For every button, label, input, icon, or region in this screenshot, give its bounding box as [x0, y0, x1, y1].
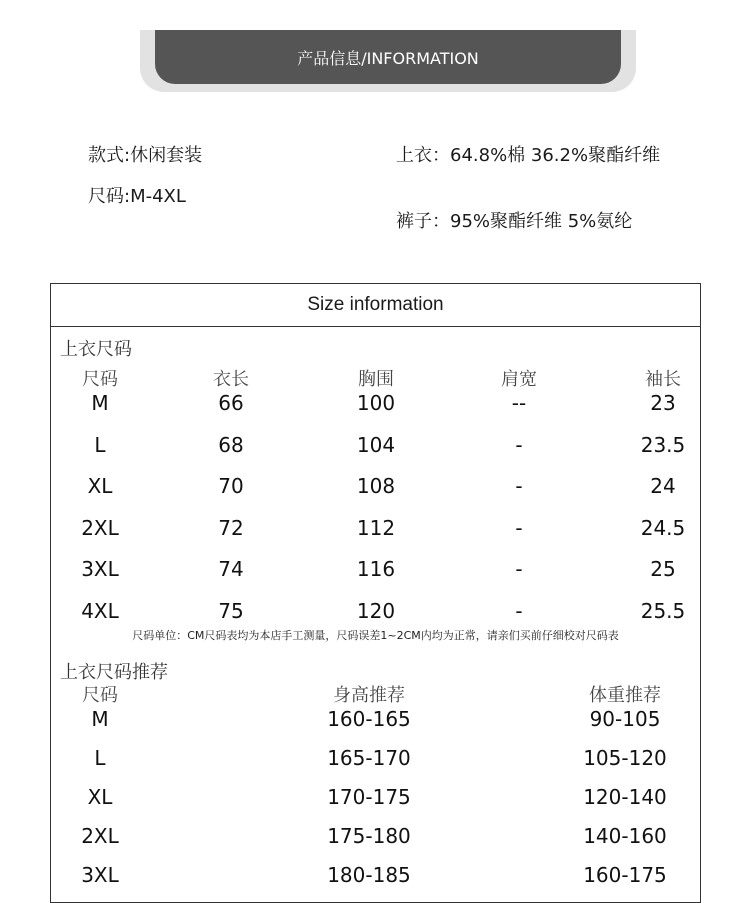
size-cell-size: M [91, 391, 109, 415]
size-cell-chest: 120 [356, 598, 396, 623]
rec-cell-weight: 160-175 [583, 863, 667, 887]
size-cell-length: 68 [218, 432, 244, 457]
rec-header-weight: 体重推荐 [589, 685, 661, 706]
top-material-info: 上衣：64.8%棉 36.2%聚酯纤维 [396, 145, 661, 166]
size-range-info: 尺码:M-4XL [88, 186, 186, 207]
size-cell-chest: 108 [356, 474, 396, 498]
rec-cell-weight: 90-105 [589, 707, 661, 731]
size-cell-chest: 100 [356, 391, 396, 415]
size-cell-size: L [94, 432, 106, 457]
size-cell-chest: 116 [356, 557, 396, 581]
header-chest: 胸围 [358, 369, 394, 390]
size-cell-size: XL [87, 474, 113, 498]
size-cell-length: 66 [218, 391, 244, 415]
size-cell-shoulder: -- [511, 391, 527, 415]
rec-cell-weight: 120-140 [583, 785, 667, 809]
size-cell-sleeve: 23.5 [640, 432, 686, 457]
rec-cell-size: 3XL [81, 863, 119, 887]
size-cell-length: 75 [218, 598, 244, 623]
rec-cell-height: 160-165 [327, 707, 411, 731]
size-cell-shoulder: - [515, 515, 523, 540]
size-cell-shoulder: - [515, 557, 523, 581]
rec-cell-size: XL [87, 785, 113, 809]
size-cell-sleeve: 25.5 [640, 598, 686, 623]
size-table-title: Size information [51, 284, 700, 327]
top-size-section-title: 上衣尺码 [60, 339, 132, 360]
header-shoulder: 肩宽 [501, 369, 537, 390]
header-length: 衣长 [213, 369, 249, 390]
rec-cell-size: M [91, 707, 109, 731]
rec-cell-weight: 105-120 [583, 746, 667, 770]
size-cell-size: 3XL [81, 557, 119, 581]
rec-header-size: 尺码 [82, 685, 118, 706]
size-cell-sleeve: 23 [650, 391, 676, 415]
size-cell-sleeve: 25 [650, 557, 676, 581]
size-cell-size: 2XL [81, 515, 119, 540]
rec-header-height: 身高推荐 [333, 685, 405, 706]
recommend-section-title: 上衣尺码推荐 [60, 662, 168, 683]
rec-cell-height: 175-180 [327, 824, 411, 848]
size-cell-shoulder: - [515, 474, 523, 498]
size-cell-shoulder: - [515, 432, 523, 457]
size-cell-shoulder: - [515, 598, 523, 623]
size-cell-sleeve: 24 [650, 474, 676, 498]
rec-cell-weight: 140-160 [583, 824, 667, 848]
rec-cell-size: L [94, 746, 106, 770]
pants-material-info: 裤子：95%聚酯纤维 5%氨纶 [396, 211, 633, 232]
rec-cell-height: 165-170 [327, 746, 411, 770]
rec-cell-height: 170-175 [327, 785, 411, 809]
header-sleeve: 袖长 [645, 369, 681, 390]
size-cell-size: 4XL [81, 598, 119, 623]
rec-cell-size: 2XL [81, 824, 119, 848]
size-cell-sleeve: 24.5 [640, 515, 686, 540]
size-table [50, 283, 701, 903]
rec-cell-height: 180-185 [327, 863, 411, 887]
size-cell-length: 70 [218, 474, 244, 498]
size-cell-length: 72 [218, 515, 244, 540]
size-cell-chest: 104 [356, 432, 396, 457]
style-info: 款式:休闲套装 [88, 145, 203, 166]
size-note: 尺码单位：CM尺码表均为本店手工测量，尺码误差1~2CM内均为正常，请亲们买前仔细校对尺码表 [132, 629, 619, 642]
header-size: 尺码 [82, 369, 118, 390]
size-cell-chest: 112 [356, 515, 396, 540]
banner-title: 产品信息/INFORMATION [155, 30, 621, 84]
size-cell-length: 74 [218, 557, 244, 581]
